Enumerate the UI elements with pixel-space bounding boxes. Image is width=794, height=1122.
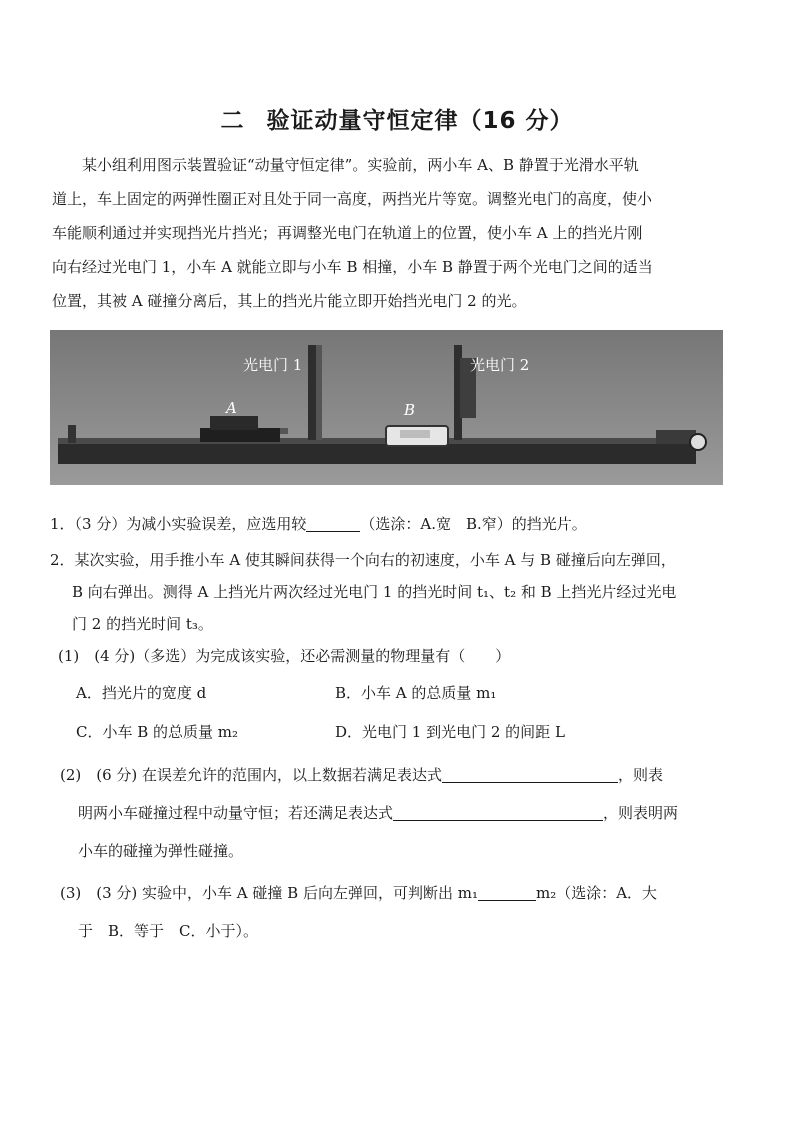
question-1: 1．（3 分）为减小实验误差，应选用较 （选涂：A.宽 B.窄）的挡光片。 — [50, 515, 587, 533]
q2-sub3-line-2: 于 B．等于 C．小于）。 — [78, 922, 259, 940]
cart-b-label: B — [404, 401, 416, 419]
intro-line-1: 某小组利用图示装置验证“动量守恒定律”。实验前，两小车 A、B 静置于光滑水平轨 — [82, 156, 639, 174]
intro-line-2: 道上，车上固定的两弹性圈正对且处于同一高度，两挡光片等宽。调整光电门的高度，使小 — [52, 190, 653, 208]
intro-line-3: 车能顺利通过并实现挡光片挡光；再调整光电门在轨道上的位置，使小车 A 上的挡光片刚 — [52, 224, 643, 242]
q2-line-3: 门 2 的挡光时间 t₃。 — [72, 615, 213, 633]
question-2 — [50, 544, 740, 640]
apparatus-photo — [50, 330, 723, 485]
intro-line-4: 向右经过光电门 1，小车 A 就能立即与小车 B 相撞，小车 B 静置于两个光电门之间的适当 — [52, 258, 653, 276]
option-b[interactable]: B．小车 A 的总质量 m₁ — [335, 684, 497, 702]
cart-b — [386, 426, 448, 446]
answer-blank-1[interactable] — [306, 513, 360, 532]
q2-line-1: 2．某次实验，用手推小车 A 使其瞬间获得一个向右的初速度，小车 A 与 B 碰撞后向左弹回， — [50, 551, 676, 569]
option-d[interactable]: D．光电门 1 到光电门 2 的间距 L — [335, 723, 565, 741]
intro-paragraph — [52, 148, 720, 318]
section-title — [0, 102, 794, 135]
intro-line-5: 位置，其被 A 碰撞分离后，其上的挡光片能立即开始挡光电门 2 的光。 — [52, 292, 527, 310]
q2-sub2 — [60, 756, 678, 870]
gate-2-label: 光电门 2 — [470, 356, 530, 374]
section-title-text: 验证动量守恒定律（16 分） — [266, 108, 574, 134]
mass-compare-blank[interactable] — [478, 882, 536, 901]
momentum-expression-blank[interactable] — [442, 764, 618, 783]
elastic-expression-blank[interactable] — [393, 802, 603, 821]
q2-sub1-stem: (1) (4 分)（多选）为完成该实验，还必需测量的物理量有（ ） — [58, 647, 511, 665]
gate-1-label: 光电门 1 — [243, 356, 303, 374]
section-number: 二 — [220, 108, 245, 134]
option-c[interactable]: C．小车 B 的总质量 m₂ — [76, 723, 239, 741]
q2-sub2-line-2: 明两小车碰撞过程中动量守恒；若还满足表达式 ，则表明两 — [78, 804, 679, 822]
q2-sub3 — [60, 874, 657, 950]
option-a[interactable]: A．挡光片的宽度 d — [76, 684, 207, 702]
photogate-1 — [308, 345, 322, 440]
q2-line-2: B 向右弹出。测得 A 上挡光片两次经过光电门 1 的挡光时间 t₁、t₂ 和 B 上挡光片经过光电 — [72, 583, 677, 601]
q2-sub3-line-1: (3) (3 分) 实验中，小车 A 碰撞 B 后向左弹回，可判断出 m₁ m₂（选涂：A．大 — [60, 884, 658, 902]
cart-a-label: A — [226, 399, 237, 417]
q2-sub2-line-3: 小车的碰撞为弹性碰撞。 — [78, 842, 244, 860]
q2-sub2-line-1: (2) (6 分) 在误差允许的范围内，以上数据若满足表达式 ，则表 — [60, 766, 664, 784]
